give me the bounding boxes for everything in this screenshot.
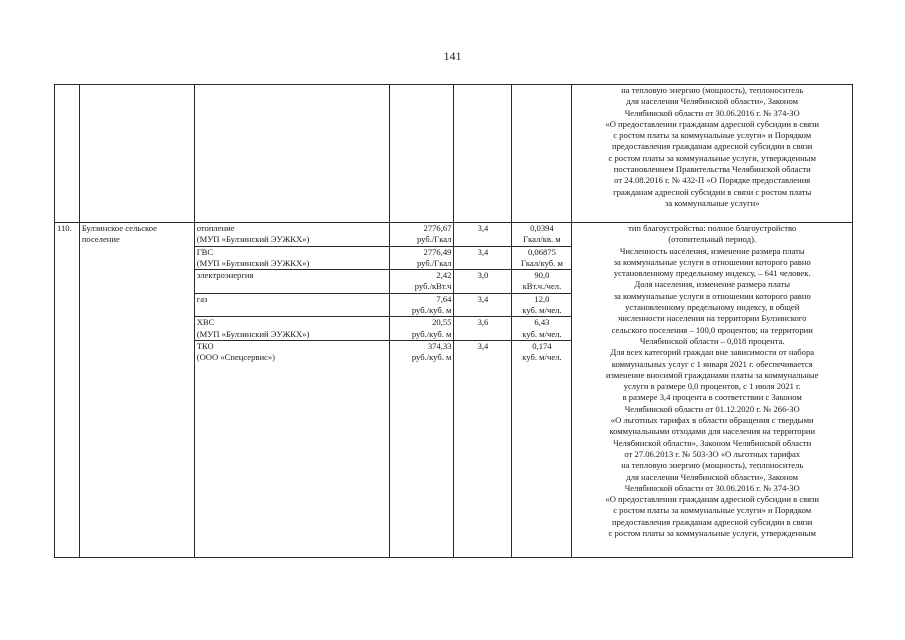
description-line: за коммунальные услуги в отношении которого равно <box>613 256 811 267</box>
description-line: (отопительный период). <box>668 234 757 245</box>
description-line: Для всех категорий граждан вне зависимости от набора <box>610 347 815 358</box>
description-line: коммунальными отходами для населения на территории <box>609 426 816 437</box>
service-name: газ <box>196 293 208 304</box>
service-provider: (МУП «Булзинский ЭУЖКХ») <box>196 234 310 245</box>
description-line: «О предоставлении гражданам адресной субсидии в связи <box>605 494 820 505</box>
description-line: предоставления гражданам адресной субсидии в связи <box>612 141 813 152</box>
description-line: гражданам адресной субсидии в связи с ростом платы <box>613 186 812 197</box>
description-line: постановлением Правительства Челябинской области <box>613 164 811 175</box>
table-row-continuation <box>55 85 853 223</box>
cell-norm-blank <box>512 85 572 223</box>
tariff-value: 2,42 <box>436 270 452 281</box>
cell-tariff-blank <box>390 85 454 223</box>
description-line: на тепловую энергию (мощность), теплоноситель <box>621 460 804 471</box>
cell-service <box>194 317 390 341</box>
index-value: 3,4 <box>477 340 489 351</box>
settlement-name-line: поселение <box>81 234 120 245</box>
description-line: изменение вносимой гражданами платы за коммунальные <box>605 369 819 380</box>
cell-name-blank <box>79 85 194 223</box>
cell-index <box>454 340 512 557</box>
norm-unit: куб. м/чел. <box>522 328 562 339</box>
description-line: Челябинской области», Законом Челябинской области <box>613 437 812 448</box>
entry-number: 110. <box>57 223 72 233</box>
cell-description-continued <box>572 85 853 223</box>
service-name: ХВС <box>196 317 215 328</box>
tariff-unit: руб./Гкал <box>417 234 452 245</box>
description-line: сельского поселения – 100,0 процентов; на территории <box>611 324 813 335</box>
description-line: Челябинской области от 01.12.2020 г. № 266-ЗО <box>624 403 800 414</box>
description-line: Челябинской области от 30.06.2016 г. № 374-ЗО <box>624 482 800 493</box>
cell-number-blank <box>55 85 80 223</box>
description-line: установленному предельному индексу, – 641 человек. <box>613 268 811 279</box>
cell-tariff <box>390 293 454 317</box>
norm-unit: куб. м/чел. <box>522 305 562 316</box>
tariff-value: 20,55 <box>432 317 452 328</box>
norm-unit: Гкал/кв. м <box>523 234 561 245</box>
description-line: с ростом платы за коммунальные услуги, утвержденным <box>608 528 816 539</box>
index-value: 3,6 <box>477 317 489 328</box>
description-line: с ростом платы за коммунальные услуги» и Порядком <box>613 130 812 141</box>
norm-value: 0,0394 <box>530 223 554 233</box>
description-line: с ростом платы за коммунальные услуги» и Порядком <box>613 505 812 516</box>
index-value: 3,0 <box>477 270 489 281</box>
table-row-service <box>55 223 853 247</box>
cell-tariff <box>390 246 454 270</box>
tariff-value: 2776,67 <box>423 223 452 233</box>
cell-service-blank <box>194 85 390 223</box>
description-line: от 24.08.2016 г. № 432-П «О Порядке предоставления <box>614 175 811 186</box>
tariff-value: 2776,49 <box>423 246 452 257</box>
norm-value: 6,43 <box>534 317 550 328</box>
tariff-unit: руб./куб. м <box>411 328 452 339</box>
tariff-unit: руб./куб. м <box>411 352 452 363</box>
cell-index <box>454 246 512 270</box>
cell-service <box>194 270 390 294</box>
cell-norm <box>512 340 572 557</box>
cell-norm <box>512 223 572 247</box>
cell-index <box>454 223 512 247</box>
description-line: за коммунальные услуги в отношении которого равно <box>613 290 811 301</box>
norm-unit: Гкал/куб. м <box>520 257 563 268</box>
norm-value: 12,0 <box>534 293 550 304</box>
cell-service <box>194 246 390 270</box>
norm-value: 90,0 <box>534 270 550 281</box>
tariff-value: 7,64 <box>436 293 452 304</box>
tariff-unit: руб./куб. м <box>411 305 452 316</box>
description-line: коммунальных услуг с 1 января 2021 г. обеспечивается <box>611 358 813 369</box>
description-line: установленному предельному индексу, в общей <box>625 302 800 313</box>
service-provider: (МУП «Булзинский ЭУЖКХ») <box>196 328 310 339</box>
index-value: 3,4 <box>477 293 489 304</box>
description-line: «О предоставлении гражданам адресной субсидии в связи <box>605 118 820 129</box>
norm-unit: куб. м/чел. <box>522 352 562 363</box>
cell-tariff <box>390 340 454 557</box>
norm-value: 0,06875 <box>527 246 556 257</box>
cell-tariff <box>390 317 454 341</box>
description-line: в размере 3,4 процента в соответствии с Законом <box>622 392 802 403</box>
service-name: отопление <box>196 223 235 233</box>
description-text <box>574 223 850 539</box>
tariff-value: 374,33 <box>427 340 452 351</box>
description-line: тип благоустройства: полное благоустройство <box>628 223 797 233</box>
cell-index <box>454 270 512 294</box>
norm-unit: кВт.ч./чел. <box>522 281 562 292</box>
tariff-unit: руб./Гкал <box>417 257 452 268</box>
tariff-table <box>54 84 853 558</box>
cell-index <box>454 317 512 341</box>
cell-entry-number <box>55 223 80 558</box>
cell-index <box>454 293 512 317</box>
service-provider: (МУП «Булзинский ЭУЖКХ») <box>196 257 310 268</box>
cell-description <box>572 223 853 558</box>
index-value: 3,4 <box>477 223 489 233</box>
cell-norm <box>512 270 572 294</box>
cell-settlement-name <box>79 223 194 558</box>
description-line: Численность населения, изменение размера платы <box>619 245 805 256</box>
cell-service <box>194 223 390 247</box>
description-line: Челябинской области от 30.06.2016 г. № 374-ЗО <box>624 107 800 118</box>
description-line: услуги в размере 0,0 процентов, с 1 июля 2021 г. <box>623 381 801 392</box>
cell-norm <box>512 317 572 341</box>
cell-norm <box>512 293 572 317</box>
description-line: для населения Челябинской области», Законом <box>626 96 799 107</box>
norm-value: 0,174 <box>532 340 552 351</box>
description-line: за коммунальные услуги» <box>664 197 760 208</box>
cell-tariff <box>390 270 454 294</box>
cell-service <box>194 340 390 557</box>
service-name: ТКО <box>196 340 214 351</box>
description-line: численности населения на территории Булзинского <box>618 313 807 324</box>
page-number: 141 <box>443 49 462 63</box>
cell-index-blank <box>454 85 512 223</box>
description-text <box>574 85 850 209</box>
description-line: с ростом платы за коммунальные услуги, утвержденным <box>608 152 816 163</box>
cell-tariff <box>390 223 454 247</box>
service-name: ГВС <box>196 246 214 257</box>
cell-service <box>194 293 390 317</box>
service-name: электроэнергия <box>196 270 254 281</box>
settlement-name-line: Булзинское сельское <box>81 223 157 233</box>
description-line: для населения Челябинской области», Законом <box>626 471 799 482</box>
cell-norm <box>512 246 572 270</box>
description-line: предоставления гражданам адресной субсидии в связи <box>612 516 813 527</box>
description-line: «О льготных тарифах в области обращения с твердыми <box>610 415 814 426</box>
description-line: от 27.06.2013 г. № 503-ЗО «О льготных тарифах <box>624 448 801 459</box>
service-provider: (ООО «Спецсервис») <box>196 352 276 363</box>
tariff-unit: руб./кВт.ч <box>414 281 452 292</box>
description-line: на тепловую энергию (мощность), теплоноситель <box>621 85 804 95</box>
description-line: Челябинской области – 0,018 процента. <box>639 335 785 346</box>
description-line: Доля населения, изменение размера платы <box>634 279 791 290</box>
index-value: 3,4 <box>477 246 489 257</box>
